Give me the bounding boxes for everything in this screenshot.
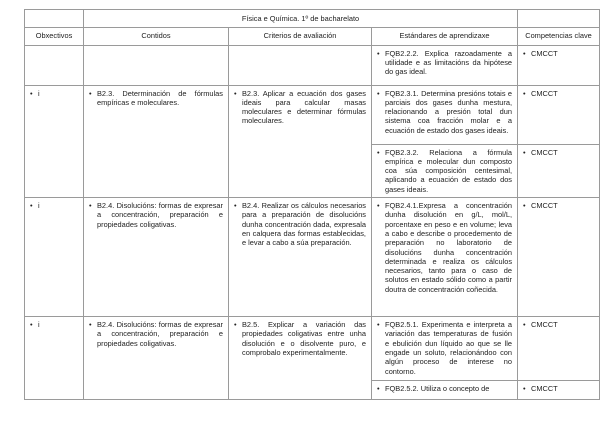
table-title-spacer-right — [518, 10, 600, 28]
cell-criterios — [229, 317, 372, 400]
bullet-glyph: • — [523, 201, 526, 211]
cell-estandar — [372, 198, 518, 317]
bullet-glyph: • — [89, 201, 92, 211]
header-competencias: Competencias clave — [518, 28, 600, 45]
bullet-glyph: • — [30, 201, 33, 211]
bullet-glyph: • — [377, 147, 380, 157]
obxectivos-text: i — [38, 88, 40, 98]
cell-contidos — [84, 45, 229, 85]
competencia-text: CMCCT — [531, 320, 558, 330]
criterios-text: B2.4. Realizar os cálculos necesarios para a preparación de disolucións dunha concentración dada, expresala en calquera das formas establecidas, e levar a cabo a súa preparación. — [242, 201, 366, 248]
cell-estandar — [372, 381, 518, 400]
cell-competencia — [518, 198, 600, 317]
cell-competencia — [518, 381, 600, 400]
cell-estandar — [372, 317, 518, 381]
table-title: Física e Química. 1º de bacharelato — [84, 10, 518, 28]
bullet-glyph: • — [523, 88, 526, 98]
header-obxectivos: Obxectivos — [25, 28, 84, 45]
table-row — [25, 85, 600, 144]
competencia-text: CMCCT — [531, 147, 558, 157]
estandar-text: FQB2.3.1. Determina presións totais e parciais dos gases dunha mestura, relacionando a presión total dun sistema coa fracción molar e a ecuación de estado dos gases ideais. — [385, 88, 513, 135]
bullet-glyph: • — [89, 320, 92, 330]
curriculum-table — [24, 9, 600, 400]
obxectivos-text: i — [38, 201, 40, 211]
estandar-text: FQB2.4.1.Expresa a concentración dunha disolución en g/L, mol/L, porcentaxe en peso e en volume; leva a cabo e describe o procedemento de preparación no laboratorio de disolucións dunha concentración determinada e realiza os cálculos necesarios, tanto para o caso de solutos en estado sólido como a partir doutra de concentración coñecida. — [385, 201, 513, 294]
bullet-glyph: • — [30, 88, 33, 98]
table-title-spacer — [25, 10, 84, 28]
bullet-glyph: • — [30, 320, 33, 330]
cell-contidos — [84, 317, 229, 400]
cell-contidos — [84, 85, 229, 197]
bullet-glyph: • — [523, 48, 526, 58]
contidos-text: B2.4. Disolucións: formas de expresar a concentración, preparación e propiedades coligativas. — [97, 201, 223, 229]
cell-obxectivos — [25, 317, 84, 400]
table-row — [25, 317, 600, 381]
competencia-text: CMCCT — [531, 384, 558, 394]
competencia-text: CMCCT — [531, 201, 558, 211]
table-title-row — [25, 10, 600, 28]
header-criterios: Criterios de avaliación — [229, 28, 372, 45]
cell-estandar — [372, 144, 518, 197]
cell-criterios — [229, 85, 372, 197]
competencia-text: CMCCT — [531, 48, 558, 58]
contidos-text: B2.3. Determinación de fórmulas empíricas e moleculares. — [97, 88, 223, 107]
cell-competencia — [518, 144, 600, 197]
obxectivos-text: i — [38, 320, 40, 330]
bullet-glyph: • — [523, 147, 526, 157]
bullet-glyph: • — [377, 201, 380, 211]
estandar-text: FQB2.2.2. Explica razoadamente a utilidade e as limitacións da hipótese do gas ideal. — [385, 48, 513, 77]
cell-obxectivos — [25, 198, 84, 317]
cell-criterios — [229, 198, 372, 317]
bullet-glyph: • — [377, 88, 380, 98]
cell-estandar — [372, 85, 518, 144]
criterios-text: B2.5. Explicar a variación das propiedades coligativas entre unha disolución e o disolvente puro, e comprobalo experimentalmente. — [242, 320, 366, 357]
estandar-text: FQB2.5.2. Utiliza o concepto de — [385, 384, 490, 394]
contidos-text: B2.4. Disolucións: formas de expresar a concentración, preparación e propiedades coligativas. — [97, 320, 223, 348]
bullet-glyph: • — [377, 384, 380, 394]
table-row — [25, 45, 600, 85]
bullet-glyph: • — [89, 88, 92, 98]
bullet-glyph: • — [377, 48, 380, 58]
table-row — [25, 198, 600, 317]
bullet-glyph: • — [523, 320, 526, 330]
cell-obxectivos — [25, 85, 84, 197]
cell-obxectivos — [25, 45, 84, 85]
table-header-row — [25, 28, 600, 45]
cell-contidos — [84, 198, 229, 317]
cell-competencia — [518, 45, 600, 85]
bullet-glyph: • — [377, 320, 380, 330]
cell-criterios — [229, 45, 372, 85]
competencia-text: CMCCT — [531, 88, 558, 98]
cell-estandar — [372, 45, 518, 85]
estandar-text: FQB2.5.1. Experimenta e interpreta a variación das temperaturas de fusión e ebulición dun líquido ao que se lle engade un soluto, relacionándoo con algún proceso de interese no contorno. — [385, 320, 513, 376]
bullet-glyph: • — [523, 384, 526, 394]
cell-competencia — [518, 317, 600, 381]
bullet-glyph: • — [234, 88, 237, 98]
bullet-glyph: • — [234, 320, 237, 330]
estandar-text: FQB2.3.2. Relaciona a fórmula empírica e molecular dun composto coa súa composición centesimal, aplicando a ecuación de estado dos gases ideais. — [385, 147, 513, 194]
header-contidos: Contidos — [84, 28, 229, 45]
bullet-glyph: • — [234, 201, 237, 211]
criterios-text: B2.3. Aplicar a ecuación dos gases ideais para calcular masas moleculares e determinar fórmulas moleculares. — [242, 88, 366, 126]
header-estandares: Estándares de aprendizaxe — [372, 28, 518, 45]
cell-competencia — [518, 85, 600, 144]
